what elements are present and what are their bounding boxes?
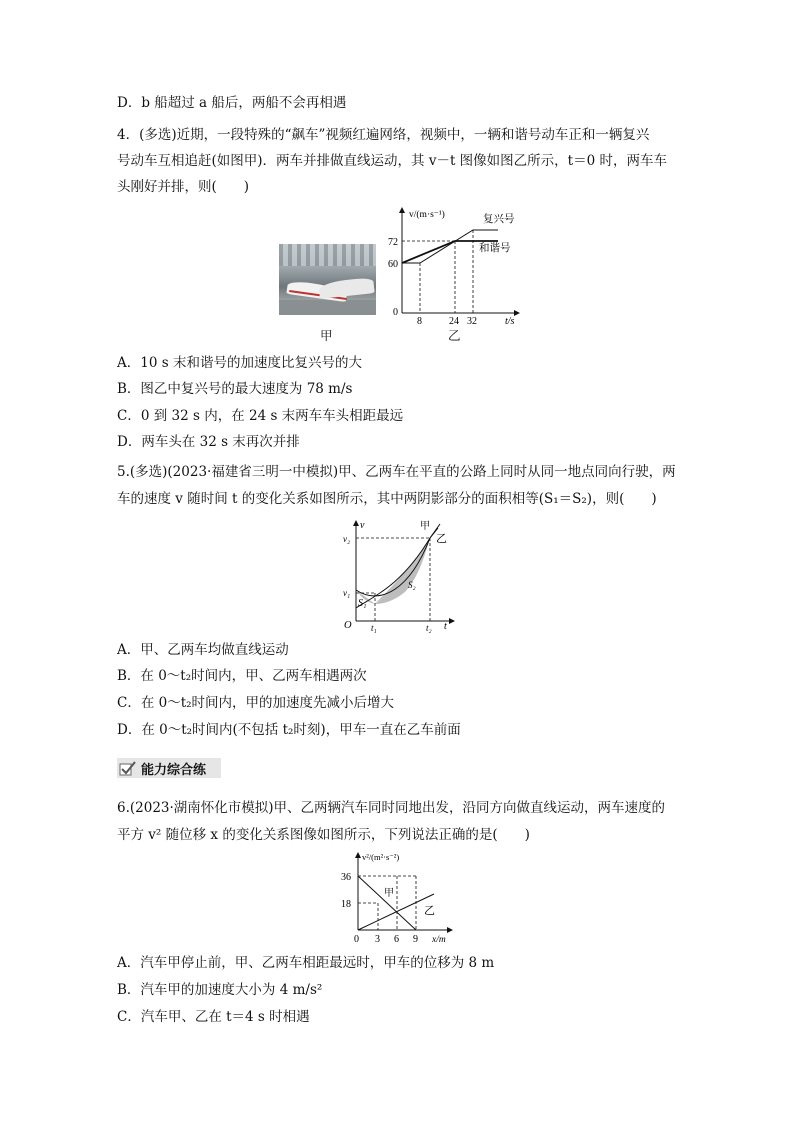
q4-xlabel: t/s xyxy=(505,316,515,325)
section-header xyxy=(117,758,221,778)
xtick-32: 32 xyxy=(467,316,477,325)
xtick-8: 8 xyxy=(417,316,422,325)
q3-option-d: D．b 船超过 a 船后，两船不会再相遇 xyxy=(117,95,347,111)
xtick-24: 24 xyxy=(449,316,459,325)
q6-chart xyxy=(338,850,458,946)
label-fuxing: 复兴号 xyxy=(483,214,515,225)
label-v1: v₁ xyxy=(343,588,351,598)
label-s1: S₁ xyxy=(358,598,367,609)
q6-origin: 0 xyxy=(354,934,359,945)
q4-ylabel: v/(m·s⁻¹) xyxy=(409,210,445,220)
label-jia: 甲 xyxy=(420,521,430,532)
q6-stem-line1: 6.(2023·湖南怀化市模拟)甲、乙两辆汽车同时同地出发，沿同方向做直线运动，两车速度的 xyxy=(117,800,666,816)
q4-option-b: B．图乙中复兴号的最大速度为 78 m/s xyxy=(117,381,353,397)
caption-yi: 乙 xyxy=(448,328,461,343)
ytick-72: 72 xyxy=(388,237,398,248)
train-photo xyxy=(279,244,376,315)
q5-stem-line1: 5.(多选)(2023·福建省三明一中模拟)甲、乙两车在平直的公路上同时从同一地点同向行驶，两 xyxy=(117,464,676,480)
q6-option-c: C．汽车甲、乙在 t＝4 s 时相遇 xyxy=(117,1009,310,1025)
q4-option-a: A．10 s 末和谐号的加速度比复兴号的大 xyxy=(117,355,362,371)
q5-option-d: D．在 0～t₂时间内(不包括 t₂时刻)，甲车一直在乙车前面 xyxy=(117,722,461,738)
q6-label-jia: 甲 xyxy=(384,888,394,899)
caption-jia: 甲 xyxy=(320,328,333,343)
q5-vt-chart xyxy=(340,518,460,634)
q4-vt-chart xyxy=(385,205,525,325)
q6-option-b: B．汽车甲的加速度大小为 4 m/s² xyxy=(117,982,323,998)
q6-ylabel: v²/(m²·s⁻²) xyxy=(362,852,400,862)
q5-xlabel: t xyxy=(444,621,447,632)
label-yi: 乙 xyxy=(436,533,447,545)
q5-option-c: C．在 0～t₂时间内，甲的加速度先减小后增大 xyxy=(117,695,395,711)
q4-origin: 0 xyxy=(393,307,398,318)
q6-option-a: A．汽车甲停止前，甲、乙两车相距最远时，甲车的位移为 8 m xyxy=(117,955,495,971)
line-jia xyxy=(358,876,416,930)
label-v2: v₂ xyxy=(343,534,351,544)
q5-ylabel: v xyxy=(360,520,365,531)
shade-s2 xyxy=(375,538,430,604)
q4-stem-line1: 4．(多选)近期，一段特殊的“飙车”视频红遍网络，视频中，一辆和谐号动车正和一辆复兴 xyxy=(117,127,650,143)
q5-origin: O xyxy=(344,620,352,631)
q6-xtick-9: 9 xyxy=(413,934,418,945)
q5-option-b: B．在 0～t₂时间内，甲、乙两车相遇两次 xyxy=(117,668,367,684)
label-hexie: 和谐号 xyxy=(479,243,511,254)
q6-xtick-6: 6 xyxy=(394,934,399,945)
q6-stem-line2: 平方 v² 随位移 x 的变化关系图像如图所示，下列说法正确的是( ) xyxy=(117,827,530,843)
q4-stem-line2: 号动车互相追赶(如图甲)．两车并排做直线运动，其 v－t 图像如图乙所示，t＝0 时，两车车 xyxy=(117,153,667,169)
q5-stem-line2: 车的速度 v 随时间 t 的变化关系如图所示，其中两阴影部分的面积相等(S₁＝S₂)，则( ) xyxy=(117,491,657,507)
q4-option-c: C．0 到 32 s 内，在 24 s 末两车车头相距最远 xyxy=(117,408,404,424)
q6-xtick-3: 3 xyxy=(375,934,380,945)
label-t2: t₂ xyxy=(426,623,432,633)
line-yi xyxy=(358,894,434,930)
q4-stem-line3: 头刚好并排，则( ) xyxy=(117,179,250,195)
ytick-60: 60 xyxy=(388,259,398,270)
q6-ytick-18: 18 xyxy=(341,899,351,910)
q4-option-d: D．两车头在 32 s 末再次并排 xyxy=(117,434,300,450)
label-t1: t₁ xyxy=(371,623,377,633)
label-s2: S₂ xyxy=(408,580,416,590)
checkbox-icon xyxy=(119,760,137,776)
q5-option-a: A．甲、乙两车均做直线运动 xyxy=(117,642,289,658)
q6-ytick-36: 36 xyxy=(341,872,351,883)
q6-label-yi: 乙 xyxy=(424,905,435,917)
q6-xlabel: x/m xyxy=(432,935,446,945)
section-title: 能力综合练 xyxy=(141,762,207,778)
